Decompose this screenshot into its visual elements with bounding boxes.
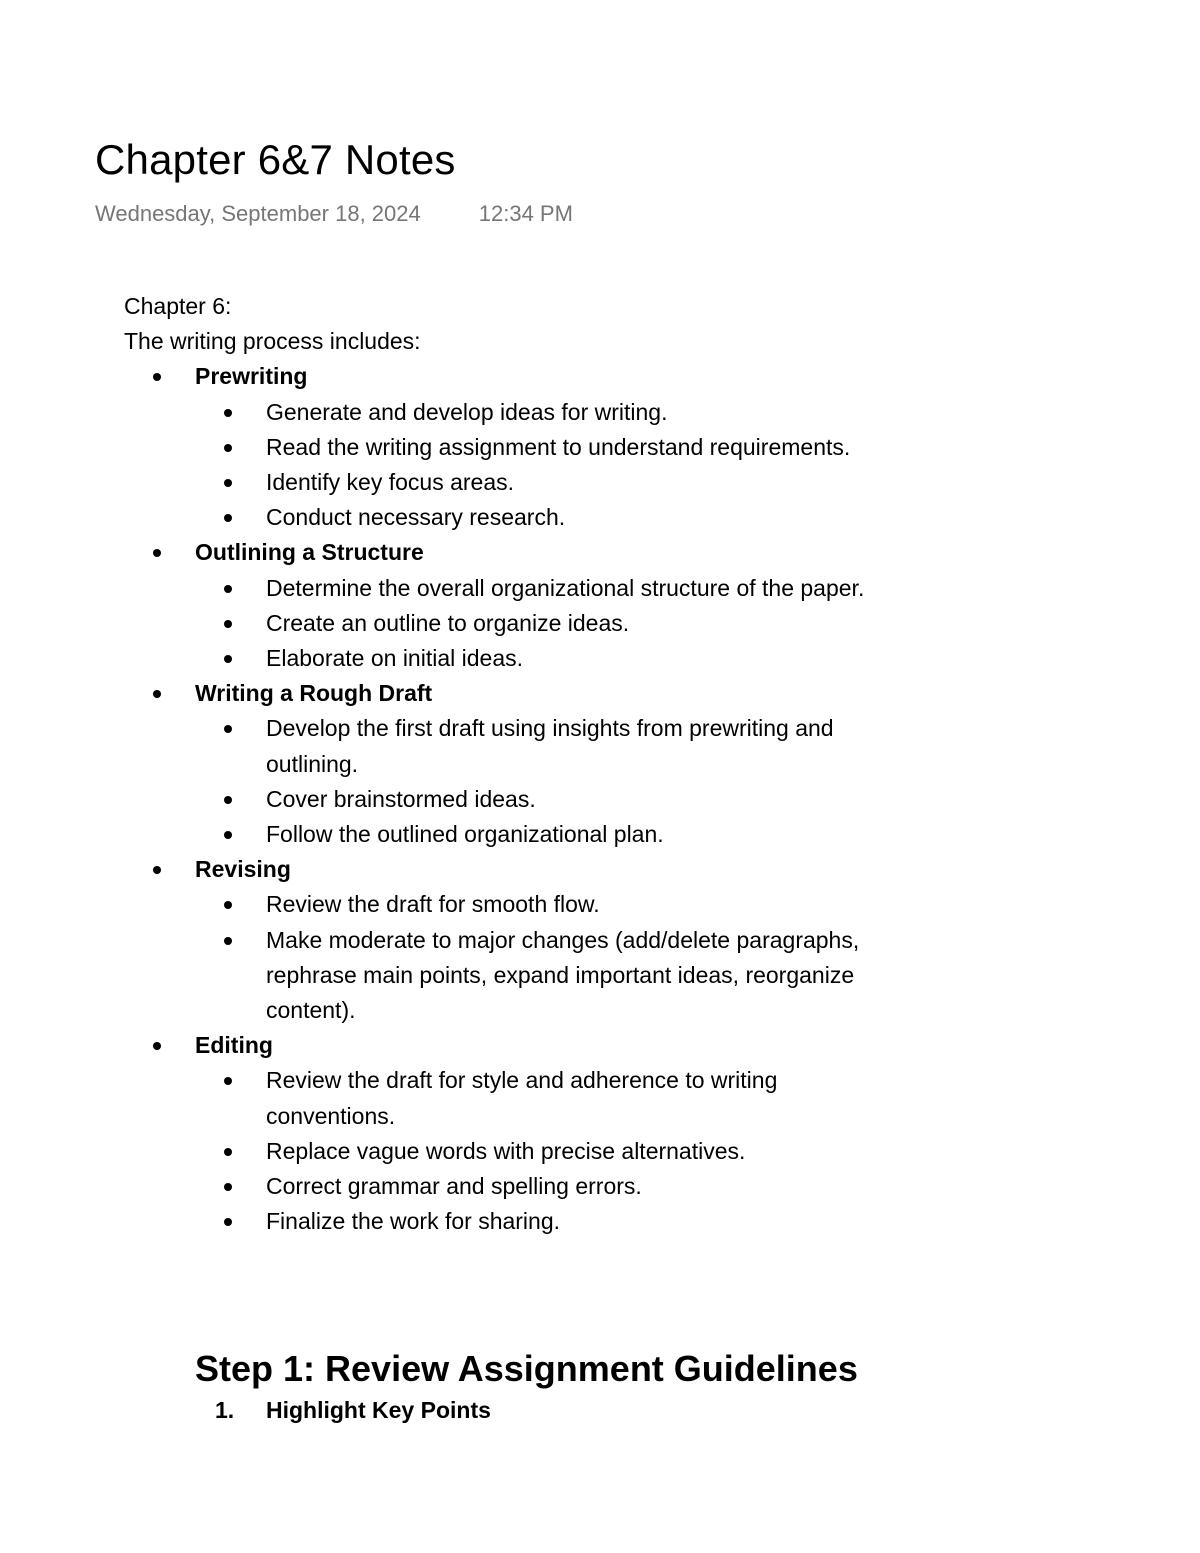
page-timestamp: [95, 199, 573, 229]
list-item: [195, 395, 866, 430]
list-item: [195, 571, 866, 606]
list-item: [195, 817, 866, 852]
list-item: [195, 1204, 866, 1239]
section-items: [195, 711, 884, 852]
list-item-text: Determine the overall organizational structure of the paper.: [266, 574, 865, 601]
list-item-text: Cover brainstormed ideas.: [266, 785, 536, 812]
section-heading: Editing: [195, 1032, 273, 1059]
bullet-icon: [153, 549, 161, 557]
section-items: [195, 571, 884, 677]
list-item: [195, 887, 866, 922]
writing-process-list: [124, 359, 884, 1239]
bullet-icon: [224, 585, 232, 593]
list-item: [195, 641, 866, 676]
list-item-text: Identify key focus areas.: [266, 469, 515, 496]
bullet-icon: [224, 1077, 232, 1085]
section-rough-draft: [124, 676, 884, 852]
bullet-icon: [153, 690, 161, 698]
list-item-text: Develop the first draft using insights from prewriting and outlining.: [266, 715, 834, 777]
list-item: [195, 1063, 866, 1133]
list-item: [195, 923, 866, 1029]
bullet-icon: [224, 655, 232, 663]
bullet-icon: [224, 514, 232, 522]
section-heading: Revising: [195, 856, 291, 883]
bullet-icon: [224, 1183, 232, 1191]
list-item: [195, 1169, 866, 1204]
list-item: [195, 782, 866, 817]
bullet-icon: [224, 1148, 232, 1156]
section-outlining: [124, 535, 884, 676]
list-item-text: Create an outline to organize ideas.: [266, 609, 630, 636]
list-item-text: Finalize the work for sharing.: [266, 1208, 561, 1235]
bullet-icon: [224, 937, 232, 945]
list-item: [195, 500, 866, 535]
bullet-icon: [224, 444, 232, 452]
page-time: 12:34 PM: [478, 201, 573, 226]
bullet-icon: [153, 866, 161, 874]
bullet-icon: [224, 1218, 232, 1226]
section-prewriting: [124, 359, 884, 535]
bullet-icon: [224, 479, 232, 487]
chapter-label: Chapter 6:: [124, 293, 232, 319]
list-item-text: Review the draft for style and adherence to writing conventions.: [266, 1067, 778, 1129]
step-heading: Step 1: Review Assignment Guidelines: [195, 1348, 858, 1389]
note-body: [124, 289, 884, 1239]
list-number: 1.: [215, 1397, 235, 1423]
list-item-text: Read the writing assignment to understand requirements.: [266, 433, 851, 460]
ordered-list-item-text: Highlight Key Points: [266, 1397, 491, 1423]
ordered-list-item: [195, 1393, 491, 1428]
bullet-icon: [153, 373, 161, 381]
section-heading: Outlining a Structure: [195, 539, 424, 566]
section-revising: [124, 852, 884, 1028]
bullet-icon: [224, 409, 232, 417]
step-ordered-list: [195, 1393, 491, 1428]
section-items: [195, 887, 884, 1028]
list-item-text: Conduct necessary research.: [266, 504, 566, 531]
list-item-text: Elaborate on initial ideas.: [266, 645, 523, 672]
list-item-text: Follow the outlined organizational plan.: [266, 821, 664, 848]
bullet-icon: [224, 620, 232, 628]
list-item-text: Correct grammar and spelling errors.: [266, 1173, 642, 1200]
bullet-icon: [153, 1042, 161, 1050]
list-item: [195, 606, 866, 641]
list-item: [195, 1134, 866, 1169]
bullet-icon: [224, 725, 232, 733]
list-item: [195, 711, 866, 781]
list-item: [195, 465, 866, 500]
list-item-text: Review the draft for smooth flow.: [266, 891, 600, 918]
section-items: [195, 1063, 884, 1239]
section-items: [195, 395, 884, 536]
page-date: Wednesday, September 18, 2024: [95, 201, 421, 226]
list-item: [195, 430, 866, 465]
bullet-icon: [224, 796, 232, 804]
section-heading: Writing a Rough Draft: [195, 680, 433, 707]
page-title: Chapter 6&7 Notes: [95, 136, 456, 183]
section-editing: [124, 1028, 884, 1239]
section-heading: Prewriting: [195, 363, 308, 390]
intro-line: The writing process includes:: [124, 328, 421, 355]
bullet-icon: [224, 831, 232, 839]
list-item-text: Replace vague words with precise alternatives.: [266, 1137, 746, 1164]
bullet-icon: [224, 901, 232, 909]
list-item-text: Generate and develop ideas for writing.: [266, 398, 668, 425]
list-item-text: Make moderate to major changes (add/delete paragraphs, rephrase main points, expand important ideas, reorganize content).: [266, 926, 860, 1024]
